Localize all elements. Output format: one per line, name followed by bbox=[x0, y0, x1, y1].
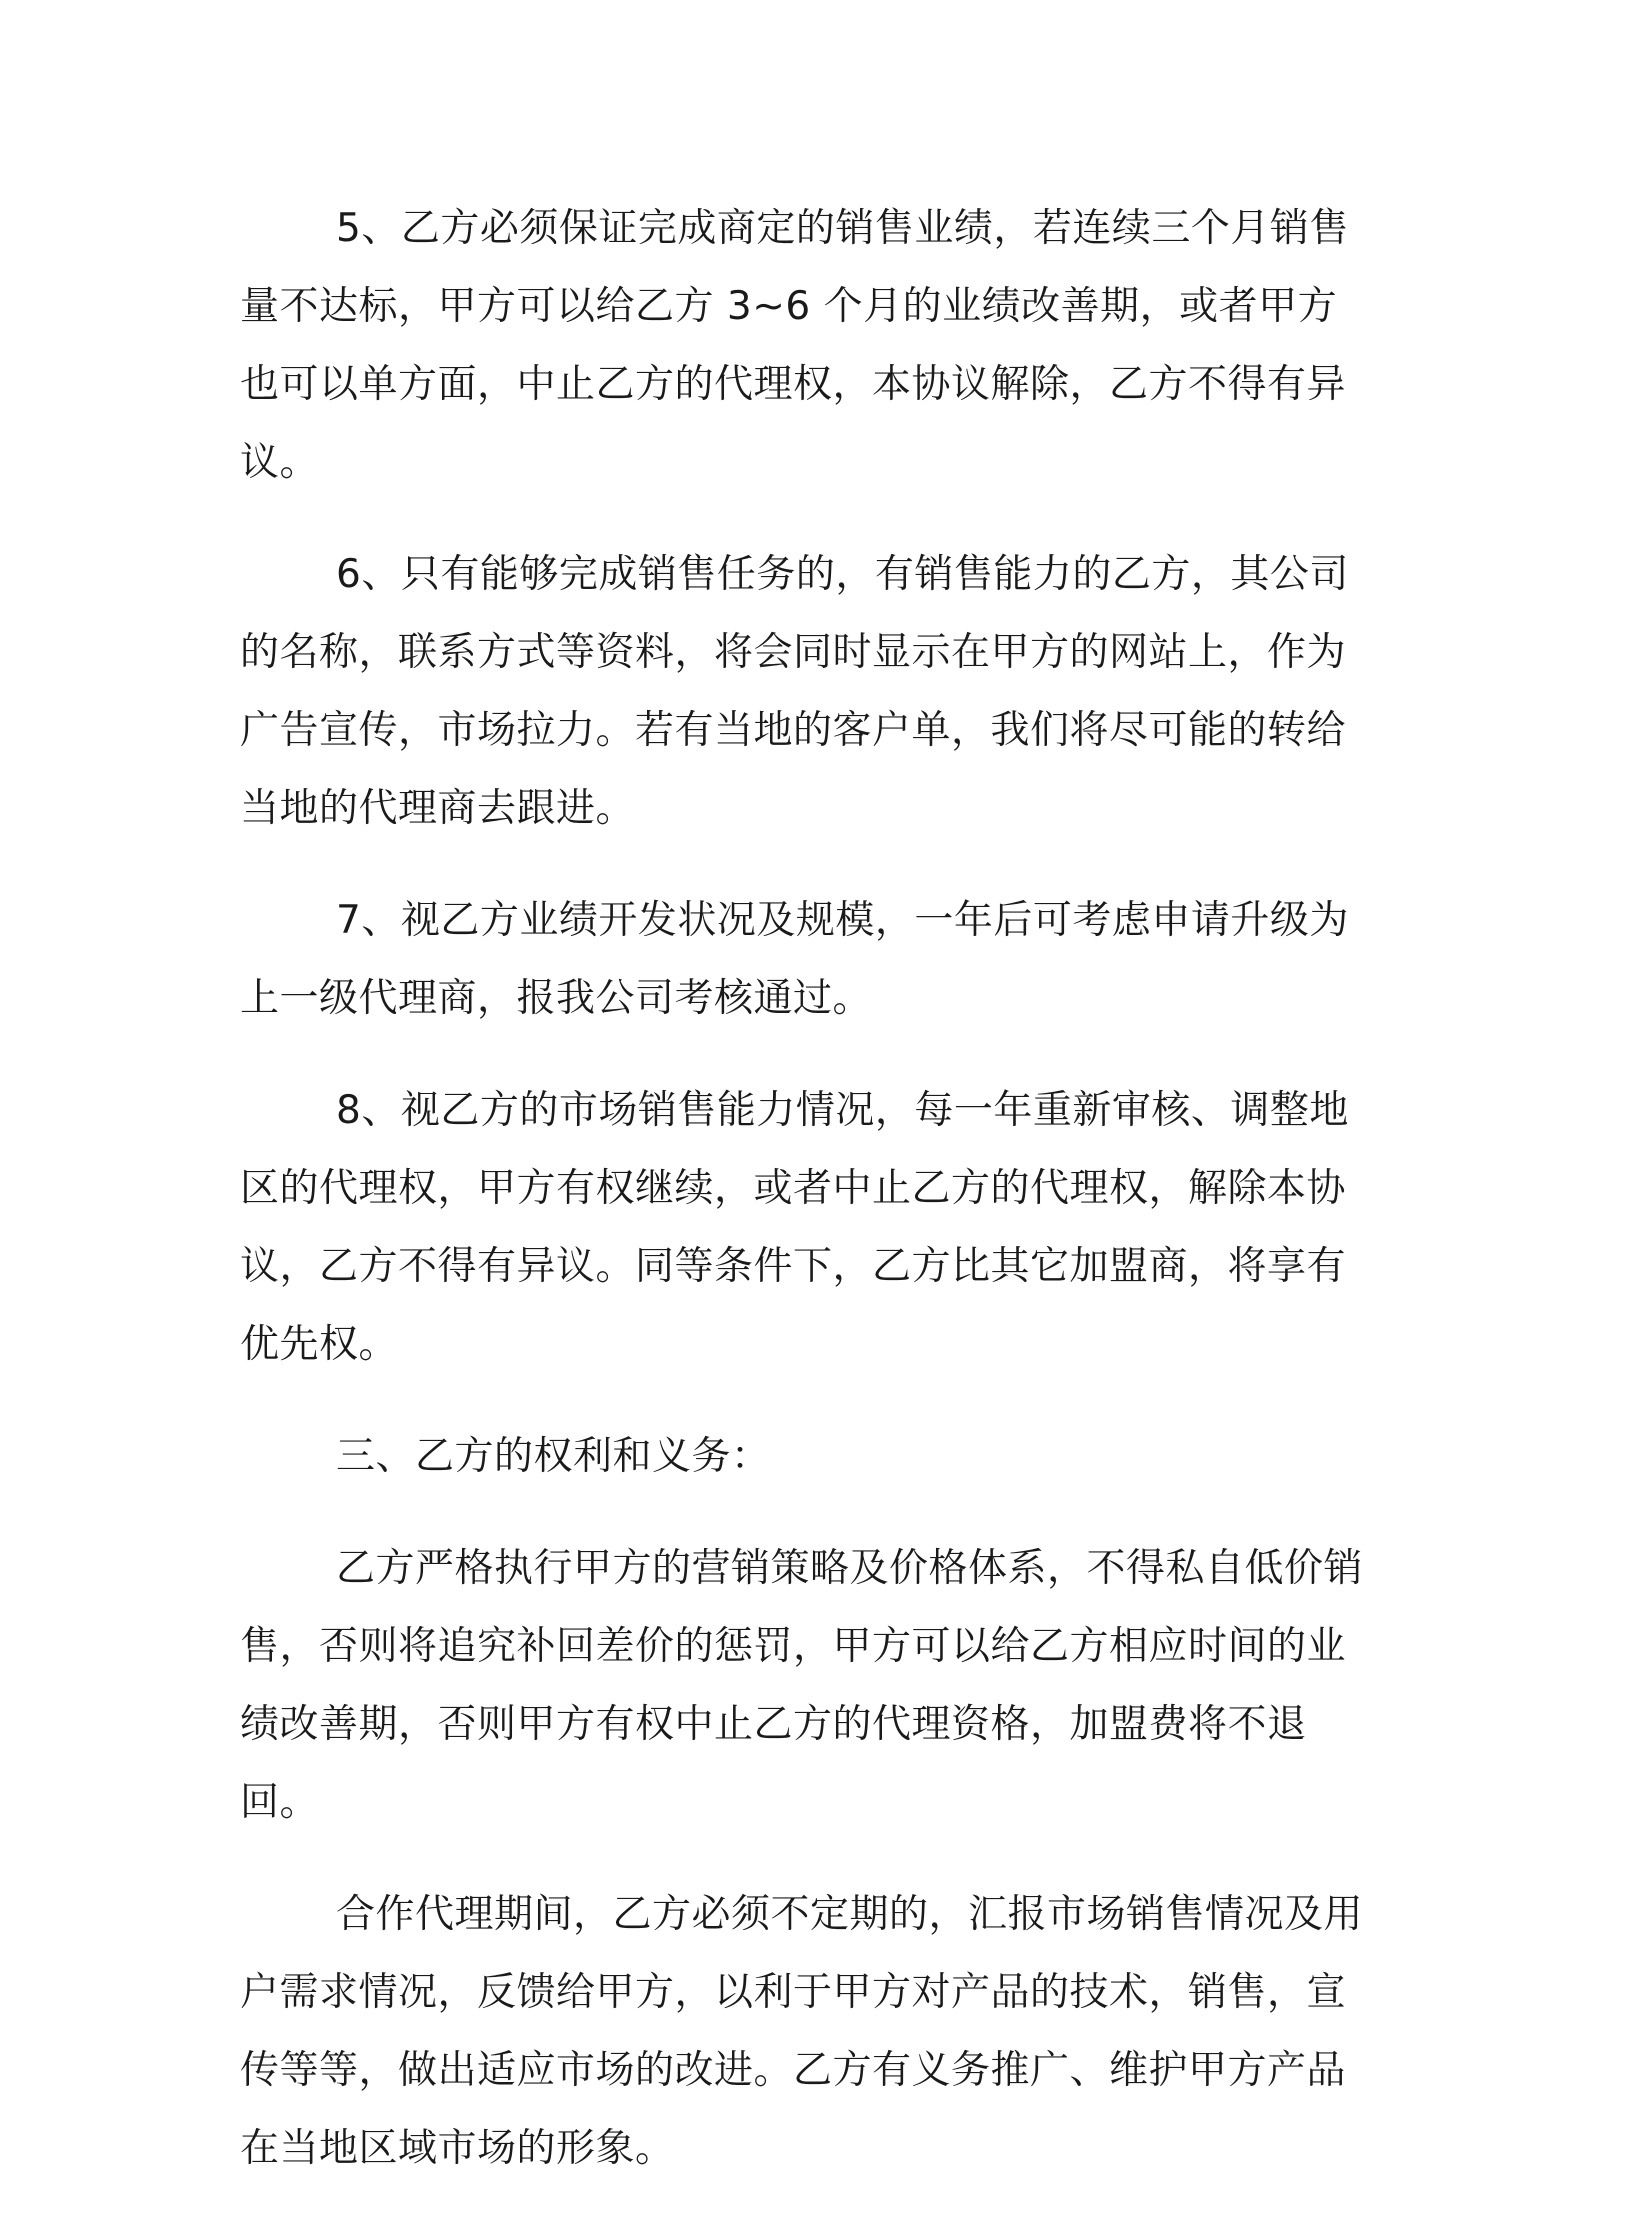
clause-5-paragraph: 5、乙方必须保证完成商定的销售业绩，若连续三个月销售量不达标，甲方可以给乙方 3~6 个月的业绩改善期，或者甲方也可以单方面，中止乙方的代理权，本协议解除，乙方不得有异议。 bbox=[240, 206, 1349, 485]
section-3-heading: 三、乙方的权利和义务： bbox=[336, 1434, 771, 1479]
clause-8-paragraph: 8、视乙方的市场销售能力情况，每一年重新审核、调整地区的代理权，甲方有权继续，或者中止乙方的代理权，解除本协议，乙方不得有异议。同等条件下，乙方比其它加盟商，将享有优先权。 bbox=[240, 1088, 1349, 1367]
reporting-obligation-paragraph: 合作代理期间，乙方必须不定期的，汇报市场销售情况及用户需求情况，反馈给甲方，以利于甲方对产品的技术，销售，宣传等等，做出适应市场的改进。乙方有义务推广、维护甲方产品在当地区域市场的形象。 bbox=[240, 1892, 1364, 2171]
clause-7-paragraph: 7、视乙方业绩开发状况及规模，一年后可考虑申请升级为上一级代理商，报我公司考核通过。 bbox=[240, 898, 1349, 1021]
clause-6-paragraph: 6、只有能够完成销售任务的，有销售能力的乙方，其公司的名称，联系方式等资料，将会同时显示在甲方的网站上，作为广告宣传，市场拉力。若有当地的客户单，我们将尽可能的转给当地的代理商去跟进。 bbox=[240, 552, 1349, 831]
pricing-obligation-paragraph: 乙方严格执行甲方的营销策略及价格体系，不得私自低价销售，否则将追究补回差价的惩罚，甲方可以给乙方相应时间的业绩改善期，否则甲方有权中止乙方的代理资格，加盟费将不退回。 bbox=[240, 1546, 1364, 1825]
document-page bbox=[240, 190, 1370, 2222]
